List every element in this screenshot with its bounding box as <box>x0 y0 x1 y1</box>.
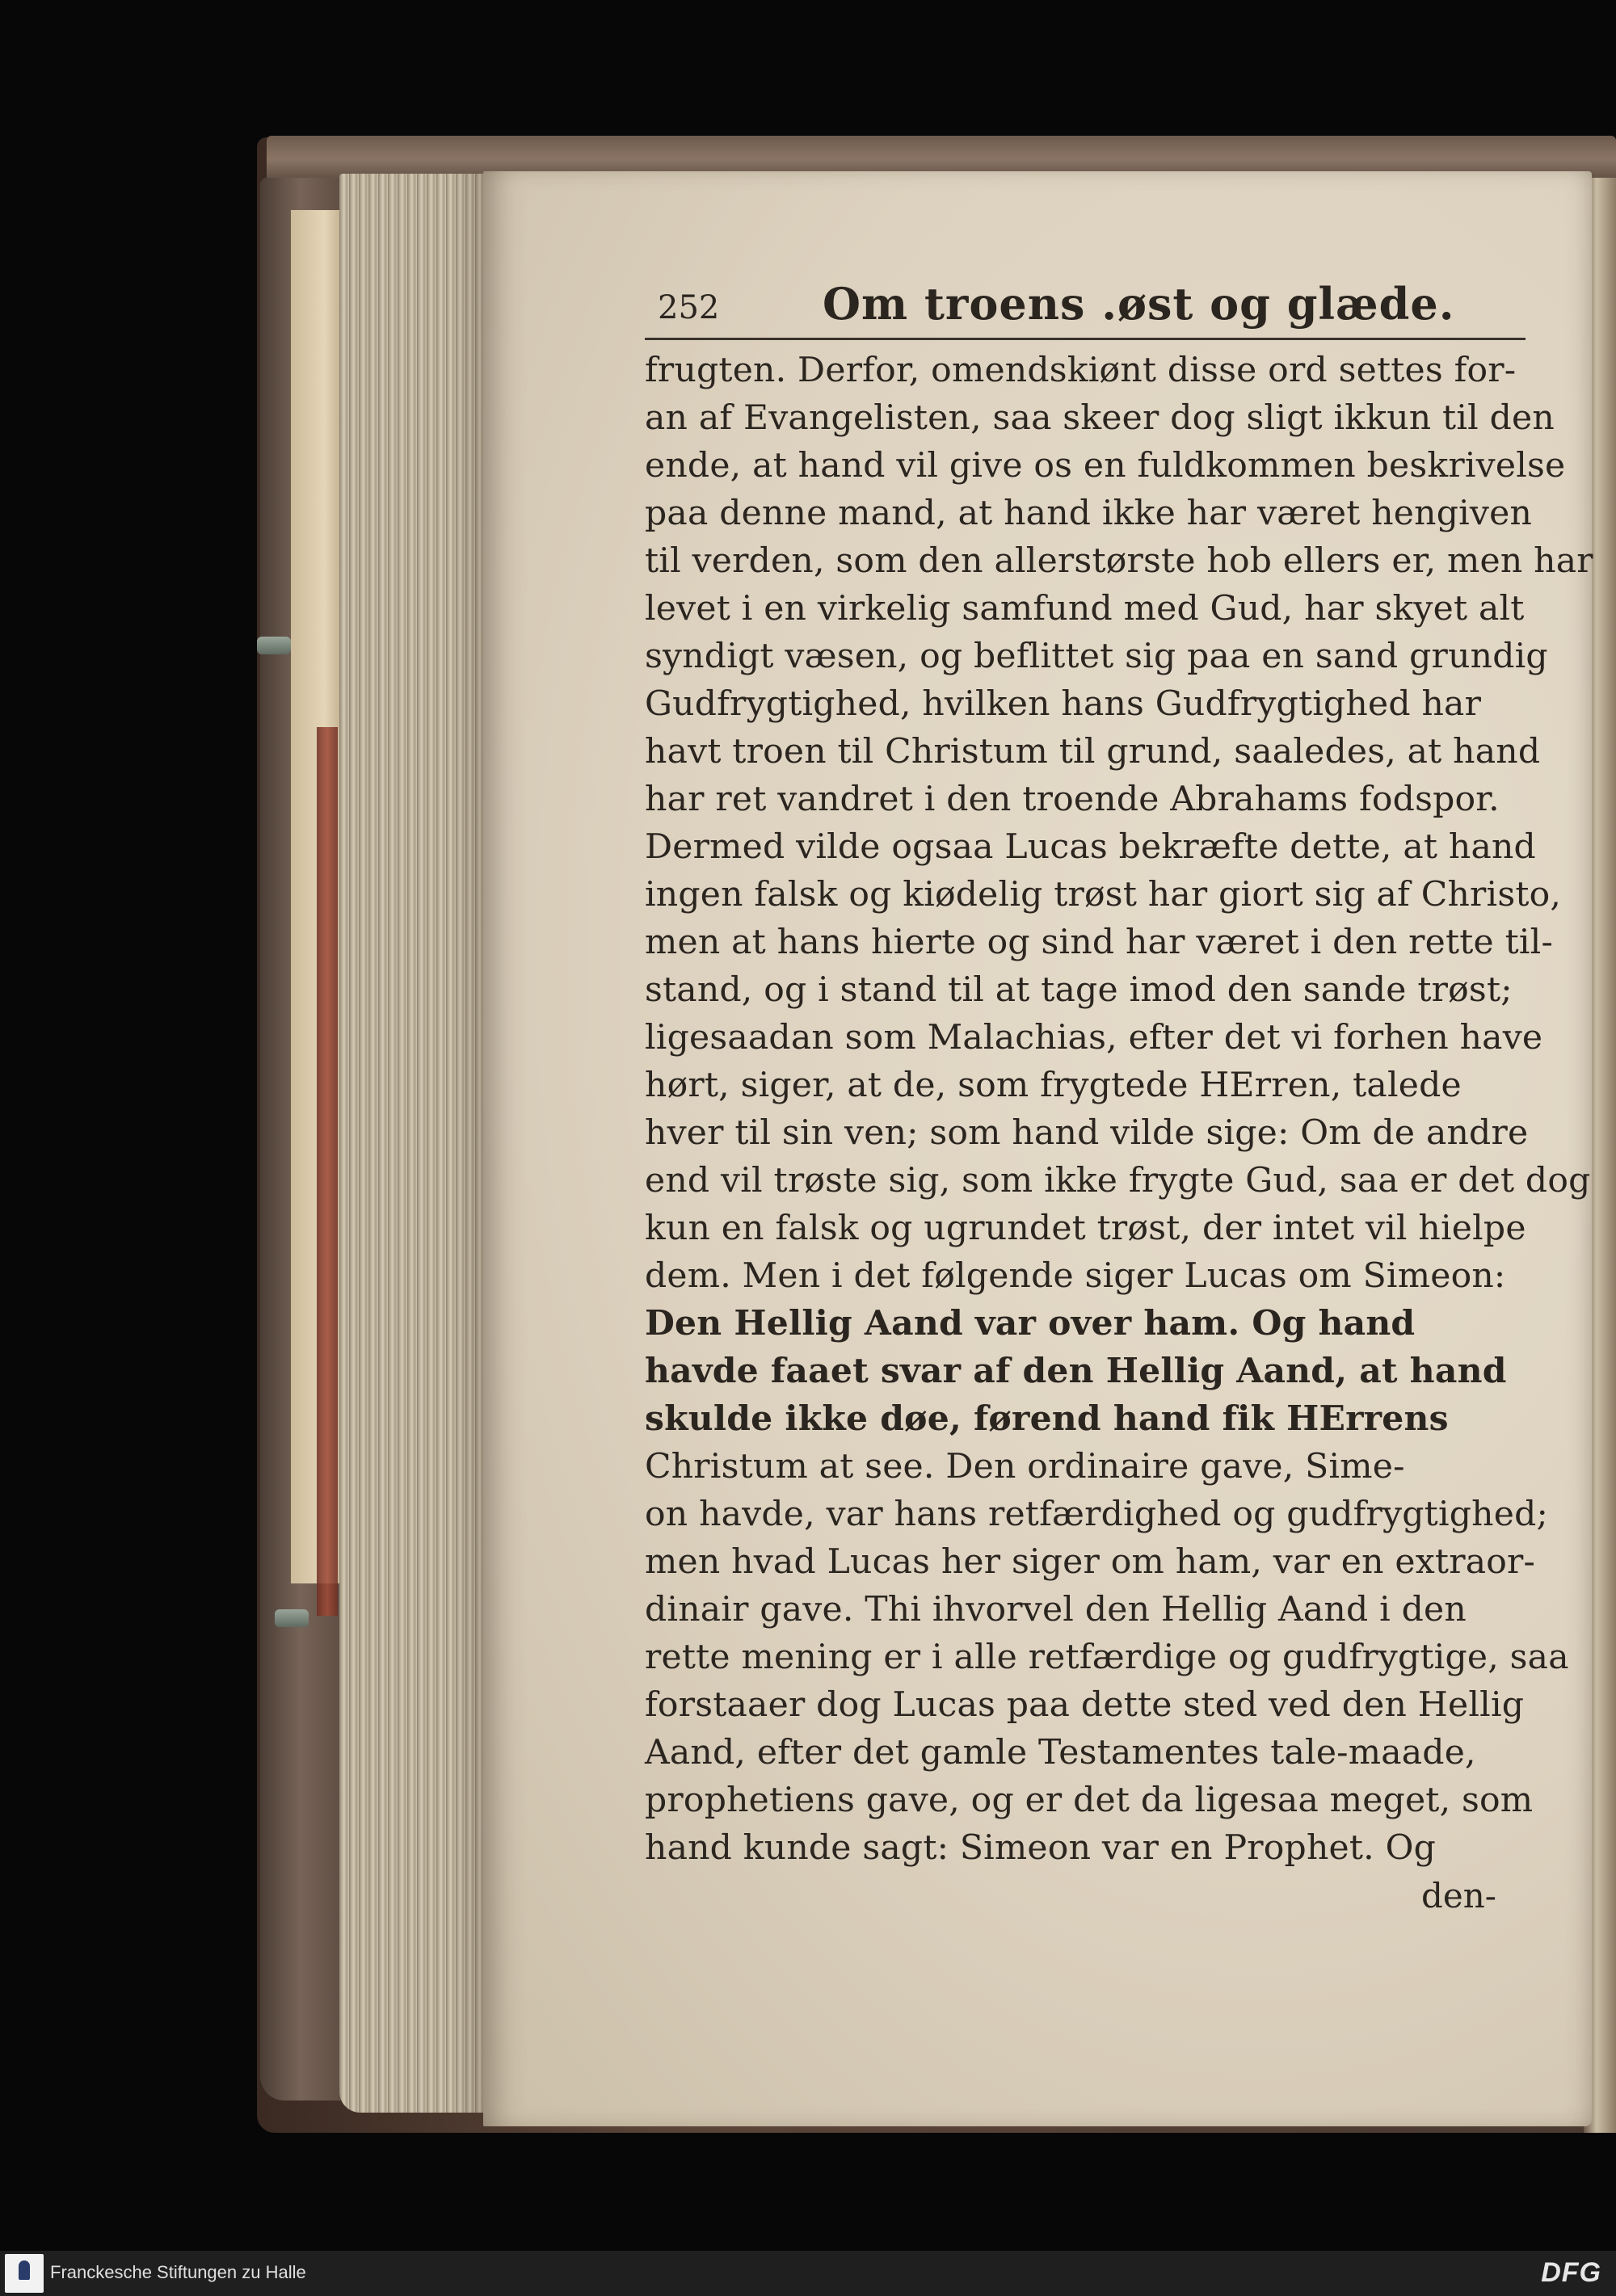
institution-name: Franckesche Stiftungen zu Halle <box>50 2262 306 2282</box>
book-page <box>483 171 1592 2126</box>
text-line: Den Hellig Aand var over ham. Og hand <box>645 1303 1416 1344</box>
funder-logo: DFG <box>1541 2257 1601 2288</box>
text-line: kun en falsk og ugrundet trøst, der intet vil hielpe <box>645 1209 1526 1248</box>
catchword: den- <box>1421 1876 1496 1915</box>
red-page-edge <box>317 727 338 1616</box>
text-line: dem. Men i det følgende siger Lucas om Simeon: <box>645 1256 1506 1296</box>
text-line: rette mening er i alle retfærdige og gudfrygtige, saa <box>645 1638 1569 1677</box>
text-line: ligesaadan som Malachias, efter det vi forhen have <box>645 1018 1543 1058</box>
institution-logo-icon <box>5 2254 44 2293</box>
running-title: Om troens .øst og glæde. <box>823 278 1455 330</box>
text-line: ende, at hand vil give os en fuldkommen beskrivelse <box>645 446 1566 486</box>
text-line: levet i en virkelig samfund med Gud, har skyet alt <box>645 589 1525 629</box>
text-line: Christum at see. Den ordinaire gave, Sime- <box>645 1447 1405 1487</box>
text-line: men at hans hierte og sind har været i den rette til- <box>645 923 1554 962</box>
text-line: syndigt væsen, og beflittet sig paa en sand grundig <box>645 637 1548 676</box>
text-line: til verden, som den allerstørste hob ellers er, men har <box>645 541 1593 581</box>
text-line: har ret vandret i den troende Abrahams fodspor. <box>645 780 1500 819</box>
text-line: havde faaet svar af den Hellig Aand, at hand <box>645 1351 1507 1391</box>
page-header <box>645 273 1526 340</box>
page-number: 252 <box>658 289 720 326</box>
text-line: hørt, siger, at de, som frygtede HErren, talede <box>645 1066 1462 1105</box>
text-line: frugten. Derfor, omendskiønt disse ord settes for- <box>645 351 1517 390</box>
text-line: an af Evangelisten, saa skeer dog sligt ikkun til den <box>645 398 1555 438</box>
text-line: end vil trøste sig, som ikke frygte Gud, saa er det dog <box>645 1161 1591 1201</box>
text-line: men hvad Lucas her siger om ham, var en extraor- <box>645 1542 1536 1582</box>
text-line: Gudfrygtighed, hvilken hans Gudfrygtighed har <box>645 684 1482 724</box>
text-line: paa denne mand, at hand ikke har været hengiven <box>645 494 1533 533</box>
text-line: Aand, efter det gamle Testamentes tale-maade, <box>645 1733 1476 1772</box>
page-text-block <box>645 273 1593 1920</box>
text-line: havt troen til Christum til grund, saaledes, at hand <box>645 732 1541 772</box>
text-line: on havde, var hans retfærdighed og gudfrygtighed; <box>645 1495 1548 1534</box>
text-line: forstaaer dog Lucas paa dette sted ved den Hellig <box>645 1685 1525 1725</box>
text-line: stand, og i stand til at tage imod den sande trøst; <box>645 970 1513 1010</box>
text-line: dinair gave. Thi ihvorvel den Hellig Aand i den <box>645 1590 1467 1629</box>
text-line: ingen falsk og kiødelig trøst har giort sig af Christo, <box>645 875 1562 915</box>
clasp-icon <box>275 1609 309 1627</box>
text-line: skulde ikke døe, førend hand fik HErrens <box>645 1398 1449 1439</box>
text-line: prophetiens gave, og er det da ligesaa meget, som <box>645 1781 1534 1820</box>
text-line: hver til sin ven; som hand vilde sige: Om de andre <box>645 1113 1529 1153</box>
text-line: Dermed vilde ogsaa Lucas bekræfte dette, at hand <box>645 827 1536 867</box>
body-text <box>645 347 1593 1872</box>
text-line: hand kunde sagt: Simeon var en Prophet. Og <box>645 1828 1437 1868</box>
clasp-icon <box>257 637 291 654</box>
viewer-footer <box>0 2251 1616 2296</box>
